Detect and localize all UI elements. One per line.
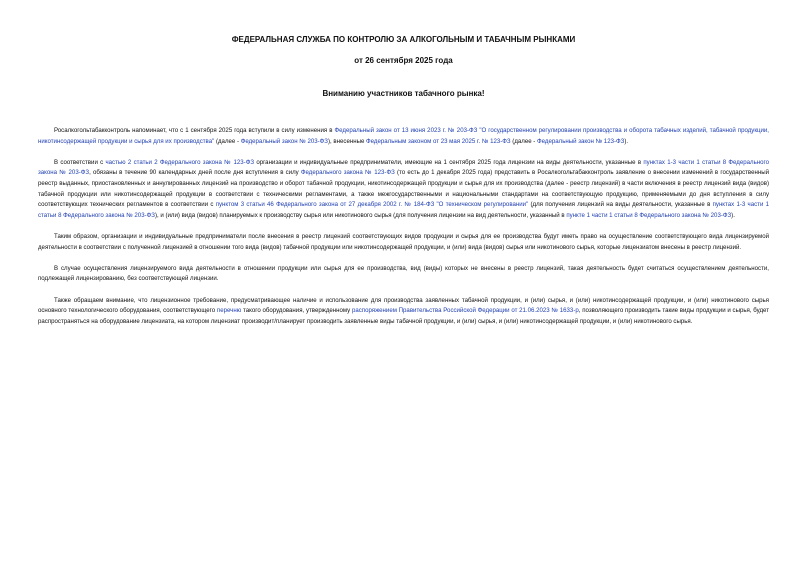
paragraph-text: ), внесенные	[328, 137, 367, 145]
law-reference-link[interactable]: Федерального закона № 123-ФЗ	[300, 169, 395, 177]
paragraph	[38, 158, 769, 222]
paragraph	[38, 296, 769, 328]
paragraph	[38, 232, 769, 253]
paragraph-text: , позволяющего производить такие виды продукции и сырья, будет распространяться на оборудование лицензиата, на котором лицензиат производит/планирует производить заявленные виды табачной продукции, и (или) сырья, и (или) никотинсодержащей продукции, и (или) никотинового сырья.	[38, 307, 769, 325]
law-reference-link[interactable]: распоряжением Правительства Российской Федерации от 21.06.2023 № 1633-р	[351, 307, 579, 315]
paragraph-text: , обязаны в течение 90 календарных дней после дня вступления в силу	[89, 169, 301, 177]
law-reference-link[interactable]: частью 2 статьи 2 Федерального закона № 123-ФЗ	[105, 158, 255, 166]
law-reference-link[interactable]: пунктом 3 статьи 46 Федерального закона от 27 декабря 2002 г. № 184-ФЗ "О техническом регулировании"	[215, 201, 529, 209]
document-date: от 26 сентября 2025 года	[354, 56, 453, 65]
paragraph-text: (далее -	[510, 137, 538, 145]
paragraph-text: (для получения лицензий на виды деятельности, указанные в	[528, 201, 713, 209]
paragraph-text: Таким образом, организации и индивидуальные предприниматели после внесения в реестр лицензий соответствующих видов продукции и сырья для ее производства будут иметь право на осуществление соответствующего вида лицензируемой деятельности в соответствии с полученной лицензией в отношении того вида (видов) табачной продукции или никотинсодержащей продукции, и (или) вида (видов) сырья или никотинового сырья, которые лицензиатом внесены в реестр лицензий.	[38, 232, 769, 251]
law-reference-link[interactable]: пункте 1 части 1 статьи 8 Федерального закона № 203-ФЗ	[566, 211, 732, 219]
law-reference-link[interactable]: Федеральный закон от 13 июня 2023 г. № 203-ФЗ "О государственном регулировании производства и оборота табачных изделий, табачной продукции, никотинсодержащей продукции и сырья для их производства"	[38, 127, 769, 145]
paragraph-text: организации и индивидуальные предприниматели, имеющие на 1 сентября 2025 года лицензии на виды деятельности, указанные в	[254, 158, 644, 166]
paragraph-text: ), и (или) вида (видов) планируемых к производству сырья или никотинового сырья (для получения лицензии на вид деятельности, указанный в	[154, 211, 567, 219]
paragraph-text: В соответствии с	[54, 158, 106, 166]
law-reference-link[interactable]: Федеральный закон № 203-ФЗ	[240, 137, 328, 145]
agency-title: ФЕДЕРАЛЬНАЯ СЛУЖБА ПО КОНТРОЛЮ ЗА АЛКОГОЛЬНЫМ И ТАБАЧНЫМ РЫНКАМИ	[231, 35, 576, 44]
paragraph-text: такого оборудования, утвержденному	[241, 307, 352, 315]
paragraph-text: ).	[624, 137, 629, 145]
law-reference-link[interactable]: Федеральным законом от 23 мая 2025 г. № 123-ФЗ	[366, 137, 511, 145]
paragraph	[38, 264, 769, 285]
document-body	[38, 126, 769, 338]
paragraph-text: (то есть до 1 декабря 2025 года) представить в Росалкогольтабакконтроль заявление о внесении изменений в государственный реестр выданных, приостановленных и аннулированных лицензий на производство и оборот табачной продукции, никотинсодержащей продукции и сырья для их производства (далее - реестр лицензий) в части включения в реестр лицензий вида (видов) табачной продукции или никотинсодержащей продукции в соответствии с техническими регламентами, а также межгосударственными и национальными стандартами на соответствующую продукцию, применяемыми до дня вступления в силу соответствующих технических регламентов в соответствии с	[38, 169, 769, 209]
paragraph	[38, 126, 769, 147]
law-reference-link[interactable]: перечню	[216, 307, 242, 315]
paragraph-text: Росалкогольтабакконтроль напоминает, что с 1 сентября 2025 года вступили в силу изменения в	[54, 127, 335, 134]
law-reference-link[interactable]: пунктах 1-3 части 1 статьи 8 Федерального закона № 203-ФЗ	[38, 158, 769, 177]
paragraph-text: В случае осуществления лицензируемого вида деятельности в отношении продукции или сырья для ее производства, вид (виды) которых не внесены в реестр лицензий, такая деятельность будет считаться осуществлением деятельности, подлежащей лицензированию, без соответствующей лицензии.	[38, 264, 769, 283]
document-subject: Вниманию участников табачного рынка!	[322, 89, 485, 98]
law-reference-link[interactable]: пунктах 1-3 части 1 статьи 8 Федерального закона № 203-ФЗ	[38, 201, 770, 219]
paragraph-text: (далее -	[214, 137, 241, 145]
law-reference-link[interactable]: Федеральный закон № 123-ФЗ	[537, 137, 625, 145]
paragraph-text: Также обращаем внимание, что лицензионное требование, предусматривающее наличие и использование для производства заявленных табачной продукции, и (или) сырья, и (или) никотинсодержащей продукции, и (или) никотинового сырья основного технологического оборудования, соответствующего	[38, 296, 769, 315]
paragraph-text: ).	[731, 211, 735, 219]
